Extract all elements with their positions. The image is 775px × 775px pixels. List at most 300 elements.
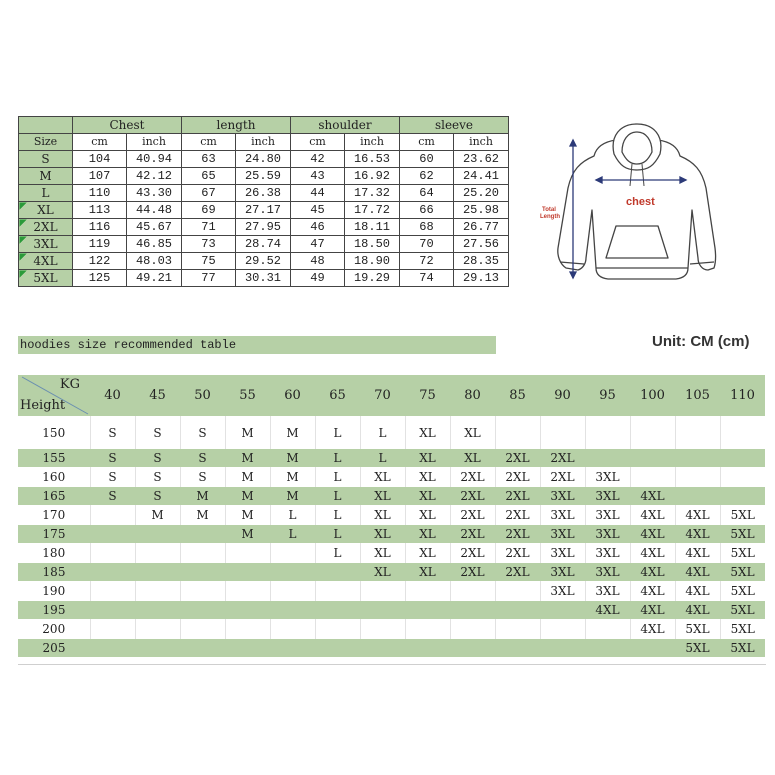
- recommended-size-cell: [135, 563, 180, 582]
- measurement-value-cell: 44.48: [127, 202, 182, 219]
- height-weight-corner: [18, 375, 90, 417]
- recommended-size-cell: S: [135, 487, 180, 506]
- measurement-unit-header: [19, 134, 509, 151]
- height-row: [18, 417, 765, 449]
- recommended-size-cell: 4XL: [675, 525, 720, 544]
- measurement-value-cell: 17.32: [345, 185, 400, 202]
- recommended-size-cell: M: [270, 417, 315, 449]
- recommended-size-cell: [180, 601, 225, 620]
- recommended-size-cell: [315, 582, 360, 601]
- recommended-size-cell: 5XL: [720, 506, 765, 525]
- measurement-value-cell: 26.38: [236, 185, 291, 202]
- measurement-value-cell: 44: [291, 185, 345, 202]
- weight-header-cell: 60: [270, 375, 315, 417]
- measurement-value-cell: 16.92: [345, 168, 400, 185]
- measurement-value-cell: 46: [291, 219, 345, 236]
- recommended-size-cell: M: [270, 487, 315, 506]
- measurement-value-cell: 60: [400, 151, 454, 168]
- recommended-size-cell: 3XL: [540, 525, 585, 544]
- recommended-size-cell: 2XL: [495, 487, 540, 506]
- recommended-size-cell: S: [180, 449, 225, 468]
- hoodie-measurement-diagram: [538, 118, 718, 290]
- recommended-size-cell: XL: [405, 544, 450, 563]
- recommended-size-cell: 4XL: [630, 487, 675, 506]
- recommended-size-cell: 4XL: [675, 582, 720, 601]
- measurement-value-cell: 73: [182, 236, 236, 253]
- measurement-value-cell: 77: [182, 270, 236, 287]
- recommended-size-cell: [405, 620, 450, 639]
- recommended-size-cell: [90, 601, 135, 620]
- recommended-size-cell: [180, 525, 225, 544]
- recommended-size-cell: [675, 487, 720, 506]
- recommended-size-cell: 2XL: [495, 525, 540, 544]
- recommended-size-cell: [450, 620, 495, 639]
- recommended-size-cell: M: [180, 487, 225, 506]
- measurement-value-cell: 72: [400, 253, 454, 270]
- measurement-value-cell: 122: [73, 253, 127, 270]
- recommended-size-cell: [315, 563, 360, 582]
- recommended-size-cell: [495, 620, 540, 639]
- measurement-value-cell: 74: [400, 270, 454, 287]
- measurement-row: [19, 151, 509, 168]
- measurement-row: [19, 236, 509, 253]
- recommended-size-cell: [450, 601, 495, 620]
- recommended-size-cell: 5XL: [720, 620, 765, 639]
- recommended-size-cell: [450, 639, 495, 658]
- recommended-size-cell: S: [90, 487, 135, 506]
- recommended-size-cell: [270, 563, 315, 582]
- recommended-size-cell: [585, 417, 630, 449]
- measurement-value-cell: 48: [291, 253, 345, 270]
- recommended-size-cell: S: [180, 417, 225, 449]
- recommended-size-cell: 3XL: [540, 506, 585, 525]
- recommended-size-cell: L: [315, 525, 360, 544]
- recommended-size-cell: 4XL: [675, 506, 720, 525]
- recommended-size-cell: [540, 417, 585, 449]
- height-value-cell: 160: [18, 468, 90, 487]
- recommended-size-cell: L: [315, 544, 360, 563]
- measurement-table: [18, 116, 509, 287]
- recommended-size-cell: [405, 601, 450, 620]
- measurement-row: [19, 270, 509, 287]
- recommended-size-cell: 2XL: [540, 468, 585, 487]
- recommended-size-cell: 2XL: [495, 506, 540, 525]
- measurement-row: [19, 168, 509, 185]
- recommended-size-cell: 4XL: [675, 601, 720, 620]
- height-row: [18, 563, 765, 582]
- weight-header-cell: 50: [180, 375, 225, 417]
- measurement-value-cell: 18.11: [345, 219, 400, 236]
- size-label-cell: 3XL: [19, 236, 73, 253]
- measurement-value-cell: 25.98: [454, 202, 509, 219]
- unit-label: Unit: CM (cm): [652, 333, 750, 350]
- measurement-group-label: sleeve: [400, 117, 509, 134]
- height-value-cell: 190: [18, 582, 90, 601]
- measurement-value-cell: 28.74: [236, 236, 291, 253]
- recommended-size-cell: M: [225, 417, 270, 449]
- recommended-size-cell: XL: [405, 506, 450, 525]
- measurement-value-cell: 46.85: [127, 236, 182, 253]
- recommended-size-cell: [720, 487, 765, 506]
- unit-label-cell: cm: [291, 134, 345, 151]
- recommended-size-cell: 4XL: [630, 563, 675, 582]
- recommended-size-cell: [405, 639, 450, 658]
- recommended-size-cell: [90, 639, 135, 658]
- recommended-size-cell: 3XL: [585, 525, 630, 544]
- recommended-size-cell: L: [315, 468, 360, 487]
- measurement-value-cell: 119: [73, 236, 127, 253]
- recommended-size-cell: [135, 601, 180, 620]
- recommended-size-cell: XL: [360, 544, 405, 563]
- recommended-size-cell: [495, 601, 540, 620]
- recommended-size-cell: L: [315, 487, 360, 506]
- weight-header-row: [18, 375, 765, 417]
- recommended-size-cell: [585, 449, 630, 468]
- recommended-size-cell: 3XL: [540, 487, 585, 506]
- measurement-value-cell: 70: [400, 236, 454, 253]
- measurement-value-cell: 68: [400, 219, 454, 236]
- recommended-size-cell: S: [135, 449, 180, 468]
- recommended-size-cell: [495, 639, 540, 658]
- recommended-size-cell: S: [180, 468, 225, 487]
- weight-header-cell: 100: [630, 375, 675, 417]
- measurement-value-cell: 49.21: [127, 270, 182, 287]
- height-row: [18, 582, 765, 601]
- height-value-cell: 165: [18, 487, 90, 506]
- recommended-size-cell: 3XL: [540, 582, 585, 601]
- size-label-cell: 4XL: [19, 253, 73, 270]
- recommended-size-cell: XL: [360, 525, 405, 544]
- measurement-group-label: shoulder: [291, 117, 400, 134]
- recommended-size-cell: [135, 582, 180, 601]
- recommended-table-title: hoodies size recommended table: [18, 336, 496, 354]
- height-row: [18, 506, 765, 525]
- recommended-size-cell: [315, 601, 360, 620]
- recommended-size-cell: XL: [405, 563, 450, 582]
- measurement-value-cell: 113: [73, 202, 127, 219]
- measurement-value-cell: 40.94: [127, 151, 182, 168]
- measurement-value-cell: 25.59: [236, 168, 291, 185]
- recommended-size-cell: 5XL: [720, 582, 765, 601]
- recommended-size-cell: 3XL: [585, 582, 630, 601]
- recommended-size-cell: 5XL: [720, 563, 765, 582]
- recommended-size-cell: [495, 582, 540, 601]
- recommended-size-cell: [135, 544, 180, 563]
- recommended-size-cell: XL: [405, 449, 450, 468]
- weight-header-cell: 40: [90, 375, 135, 417]
- recommended-size-cell: [675, 449, 720, 468]
- unit-label-cell: inch: [236, 134, 291, 151]
- recommended-size-cell: 3XL: [540, 563, 585, 582]
- size-label-cell: M: [19, 168, 73, 185]
- size-label-cell: 2XL: [19, 219, 73, 236]
- recommended-size-cell: [360, 639, 405, 658]
- measurement-value-cell: 27.95: [236, 219, 291, 236]
- recommended-size-cell: 2XL: [495, 449, 540, 468]
- recommended-size-table: [18, 375, 765, 657]
- recommended-size-cell: [630, 468, 675, 487]
- height-value-cell: 180: [18, 544, 90, 563]
- recommended-size-cell: [720, 468, 765, 487]
- recommended-size-cell: M: [225, 449, 270, 468]
- recommended-size-cell: [450, 582, 495, 601]
- recommended-size-cell: 4XL: [675, 544, 720, 563]
- recommended-size-cell: M: [270, 468, 315, 487]
- recommended-size-cell: 2XL: [450, 544, 495, 563]
- weight-header-cell: 65: [315, 375, 360, 417]
- recommended-size-cell: [225, 544, 270, 563]
- measurement-value-cell: 17.72: [345, 202, 400, 219]
- weight-header-cell: 80: [450, 375, 495, 417]
- height-row: [18, 601, 765, 620]
- measurement-value-cell: 42.12: [127, 168, 182, 185]
- recommended-size-cell: [90, 582, 135, 601]
- recommended-size-cell: XL: [405, 468, 450, 487]
- unit-label-cell: cm: [73, 134, 127, 151]
- recommended-size-cell: [540, 620, 585, 639]
- weight-header-cell: 45: [135, 375, 180, 417]
- recommended-size-cell: 3XL: [585, 544, 630, 563]
- recommended-size-cell: 2XL: [540, 449, 585, 468]
- measurement-value-cell: 19.29: [345, 270, 400, 287]
- size-label-cell: L: [19, 185, 73, 202]
- measurement-value-cell: 45.67: [127, 219, 182, 236]
- recommended-size-cell: 3XL: [540, 544, 585, 563]
- recommended-size-cell: S: [90, 468, 135, 487]
- recommended-size-cell: 2XL: [495, 468, 540, 487]
- recommended-size-cell: [675, 468, 720, 487]
- measurement-value-cell: 107: [73, 168, 127, 185]
- recommended-size-cell: S: [135, 468, 180, 487]
- recommended-size-cell: XL: [360, 563, 405, 582]
- measurement-group-header: [19, 117, 509, 134]
- measurement-value-cell: 67: [182, 185, 236, 202]
- recommended-size-cell: 3XL: [585, 506, 630, 525]
- measurement-value-cell: 71: [182, 219, 236, 236]
- recommended-size-cell: M: [225, 487, 270, 506]
- recommended-size-cell: L: [315, 449, 360, 468]
- length-label-line1: Total: [542, 207, 556, 213]
- recommended-size-cell: [270, 639, 315, 658]
- recommended-size-cell: [315, 639, 360, 658]
- recommended-size-cell: 4XL: [630, 601, 675, 620]
- recommended-size-cell: [360, 620, 405, 639]
- recommended-size-cell: L: [270, 525, 315, 544]
- height-value-cell: 205: [18, 639, 90, 658]
- recommended-size-cell: 3XL: [585, 468, 630, 487]
- recommended-size-cell: 5XL: [720, 525, 765, 544]
- recommended-size-cell: 5XL: [720, 601, 765, 620]
- measurement-value-cell: 110: [73, 185, 127, 202]
- measurement-group-label: Chest: [73, 117, 182, 134]
- recommended-size-cell: [630, 449, 675, 468]
- measurement-value-cell: 16.53: [345, 151, 400, 168]
- weight-header-cell: 105: [675, 375, 720, 417]
- recommended-size-cell: XL: [360, 506, 405, 525]
- height-value-cell: 185: [18, 563, 90, 582]
- measurement-value-cell: 29.13: [454, 270, 509, 287]
- recommended-size-cell: 2XL: [495, 544, 540, 563]
- recommended-size-cell: [630, 417, 675, 449]
- measurement-value-cell: 47: [291, 236, 345, 253]
- recommended-size-cell: [90, 506, 135, 525]
- recommended-size-cell: [630, 639, 675, 658]
- measurement-row: [19, 185, 509, 202]
- recommended-size-cell: [225, 620, 270, 639]
- unit-label-cell: cm: [182, 134, 236, 151]
- recommended-size-cell: M: [270, 449, 315, 468]
- measurement-value-cell: 18.90: [345, 253, 400, 270]
- recommended-size-cell: XL: [405, 525, 450, 544]
- recommended-size-cell: [225, 639, 270, 658]
- recommended-size-cell: [405, 582, 450, 601]
- recommended-size-cell: XL: [360, 468, 405, 487]
- weight-header-cell: 90: [540, 375, 585, 417]
- measurement-value-cell: 18.50: [345, 236, 400, 253]
- recommended-size-cell: 2XL: [450, 506, 495, 525]
- recommended-size-cell: 5XL: [675, 620, 720, 639]
- recommended-size-cell: M: [135, 506, 180, 525]
- recommended-size-cell: 2XL: [450, 525, 495, 544]
- recommended-size-cell: 4XL: [630, 620, 675, 639]
- height-row: [18, 449, 765, 468]
- recommended-size-cell: S: [90, 417, 135, 449]
- recommended-size-cell: [720, 449, 765, 468]
- size-column-header: Size: [19, 134, 73, 151]
- recommended-size-cell: [360, 601, 405, 620]
- size-label-cell: S: [19, 151, 73, 168]
- recommended-size-cell: [225, 582, 270, 601]
- measurement-value-cell: 64: [400, 185, 454, 202]
- unit-label-cell: inch: [454, 134, 509, 151]
- measurement-group-label: length: [182, 117, 291, 134]
- recommended-size-cell: L: [360, 417, 405, 449]
- height-value-cell: 195: [18, 601, 90, 620]
- measurement-row: [19, 253, 509, 270]
- measurement-value-cell: 62: [400, 168, 454, 185]
- height-row: [18, 639, 765, 658]
- recommended-size-cell: XL: [405, 487, 450, 506]
- weight-header-cell: 85: [495, 375, 540, 417]
- table-bottom-rule: [18, 664, 766, 665]
- measurement-value-cell: 28.35: [454, 253, 509, 270]
- recommended-size-cell: M: [225, 468, 270, 487]
- measurement-value-cell: 26.77: [454, 219, 509, 236]
- recommended-size-cell: 4XL: [630, 582, 675, 601]
- chest-label: chest: [626, 196, 655, 208]
- recommended-size-cell: 2XL: [450, 487, 495, 506]
- height-row: [18, 525, 765, 544]
- recommended-size-cell: 2XL: [495, 563, 540, 582]
- measurement-value-cell: 30.31: [236, 270, 291, 287]
- measurement-row: [19, 219, 509, 236]
- measurement-row: [19, 202, 509, 219]
- height-axis-label: Height: [20, 398, 66, 413]
- measurement-value-cell: 125: [73, 270, 127, 287]
- recommended-size-cell: XL: [405, 417, 450, 449]
- recommended-size-cell: 5XL: [720, 639, 765, 658]
- height-row: [18, 620, 765, 639]
- recommended-size-cell: [495, 417, 540, 449]
- recommended-size-cell: [720, 417, 765, 449]
- recommended-size-cell: XL: [450, 449, 495, 468]
- height-value-cell: 155: [18, 449, 90, 468]
- size-label-cell: XL: [19, 202, 73, 219]
- recommended-size-cell: [225, 563, 270, 582]
- recommended-size-cell: 2XL: [450, 468, 495, 487]
- recommended-size-cell: [135, 525, 180, 544]
- recommended-size-cell: [270, 620, 315, 639]
- recommended-size-cell: [540, 639, 585, 658]
- measurement-value-cell: 45: [291, 202, 345, 219]
- measurement-value-cell: 24.80: [236, 151, 291, 168]
- height-value-cell: 150: [18, 417, 90, 449]
- measurement-value-cell: 69: [182, 202, 236, 219]
- recommended-size-cell: L: [315, 417, 360, 449]
- recommended-size-cell: [90, 525, 135, 544]
- weight-header-cell: 95: [585, 375, 630, 417]
- recommended-size-cell: [180, 620, 225, 639]
- weight-axis-label: KG: [59, 377, 80, 392]
- measurement-value-cell: 29.52: [236, 253, 291, 270]
- recommended-size-cell: [585, 620, 630, 639]
- recommended-size-cell: XL: [450, 417, 495, 449]
- measurement-value-cell: 43: [291, 168, 345, 185]
- weight-header-cell: 75: [405, 375, 450, 417]
- length-label-line2: Length: [540, 214, 560, 220]
- unit-label-cell: inch: [127, 134, 182, 151]
- recommended-size-cell: 4XL: [630, 525, 675, 544]
- recommended-size-cell: [270, 544, 315, 563]
- measurement-value-cell: 43.30: [127, 185, 182, 202]
- measurement-value-cell: 23.62: [454, 151, 509, 168]
- recommended-size-cell: XL: [360, 487, 405, 506]
- recommended-size-cell: [135, 620, 180, 639]
- size-label-cell: 5XL: [19, 270, 73, 287]
- weight-header-cell: 55: [225, 375, 270, 417]
- recommended-size-cell: [585, 639, 630, 658]
- height-row: [18, 468, 765, 487]
- recommended-size-cell: [270, 601, 315, 620]
- recommended-size-cell: [225, 601, 270, 620]
- recommended-size-cell: 4XL: [630, 506, 675, 525]
- recommended-size-cell: [90, 544, 135, 563]
- recommended-size-cell: [90, 563, 135, 582]
- recommended-size-cell: L: [315, 506, 360, 525]
- recommended-size-cell: 3XL: [585, 563, 630, 582]
- recommended-size-cell: [180, 544, 225, 563]
- recommended-size-cell: 5XL: [720, 544, 765, 563]
- measurement-value-cell: 25.20: [454, 185, 509, 202]
- recommended-size-cell: S: [90, 449, 135, 468]
- recommended-size-cell: [180, 582, 225, 601]
- measurement-value-cell: 63: [182, 151, 236, 168]
- measurement-value-cell: 66: [400, 202, 454, 219]
- header-blank-cell: [19, 117, 73, 134]
- unit-label-cell: cm: [400, 134, 454, 151]
- recommended-size-cell: [180, 563, 225, 582]
- recommended-size-cell: [315, 620, 360, 639]
- measurement-value-cell: 75: [182, 253, 236, 270]
- measurement-value-cell: 49: [291, 270, 345, 287]
- height-value-cell: 170: [18, 506, 90, 525]
- measurement-value-cell: 24.41: [454, 168, 509, 185]
- recommended-size-cell: M: [180, 506, 225, 525]
- recommended-size-cell: L: [360, 449, 405, 468]
- recommended-size-cell: 4XL: [675, 563, 720, 582]
- measurement-value-cell: 104: [73, 151, 127, 168]
- height-row: [18, 487, 765, 506]
